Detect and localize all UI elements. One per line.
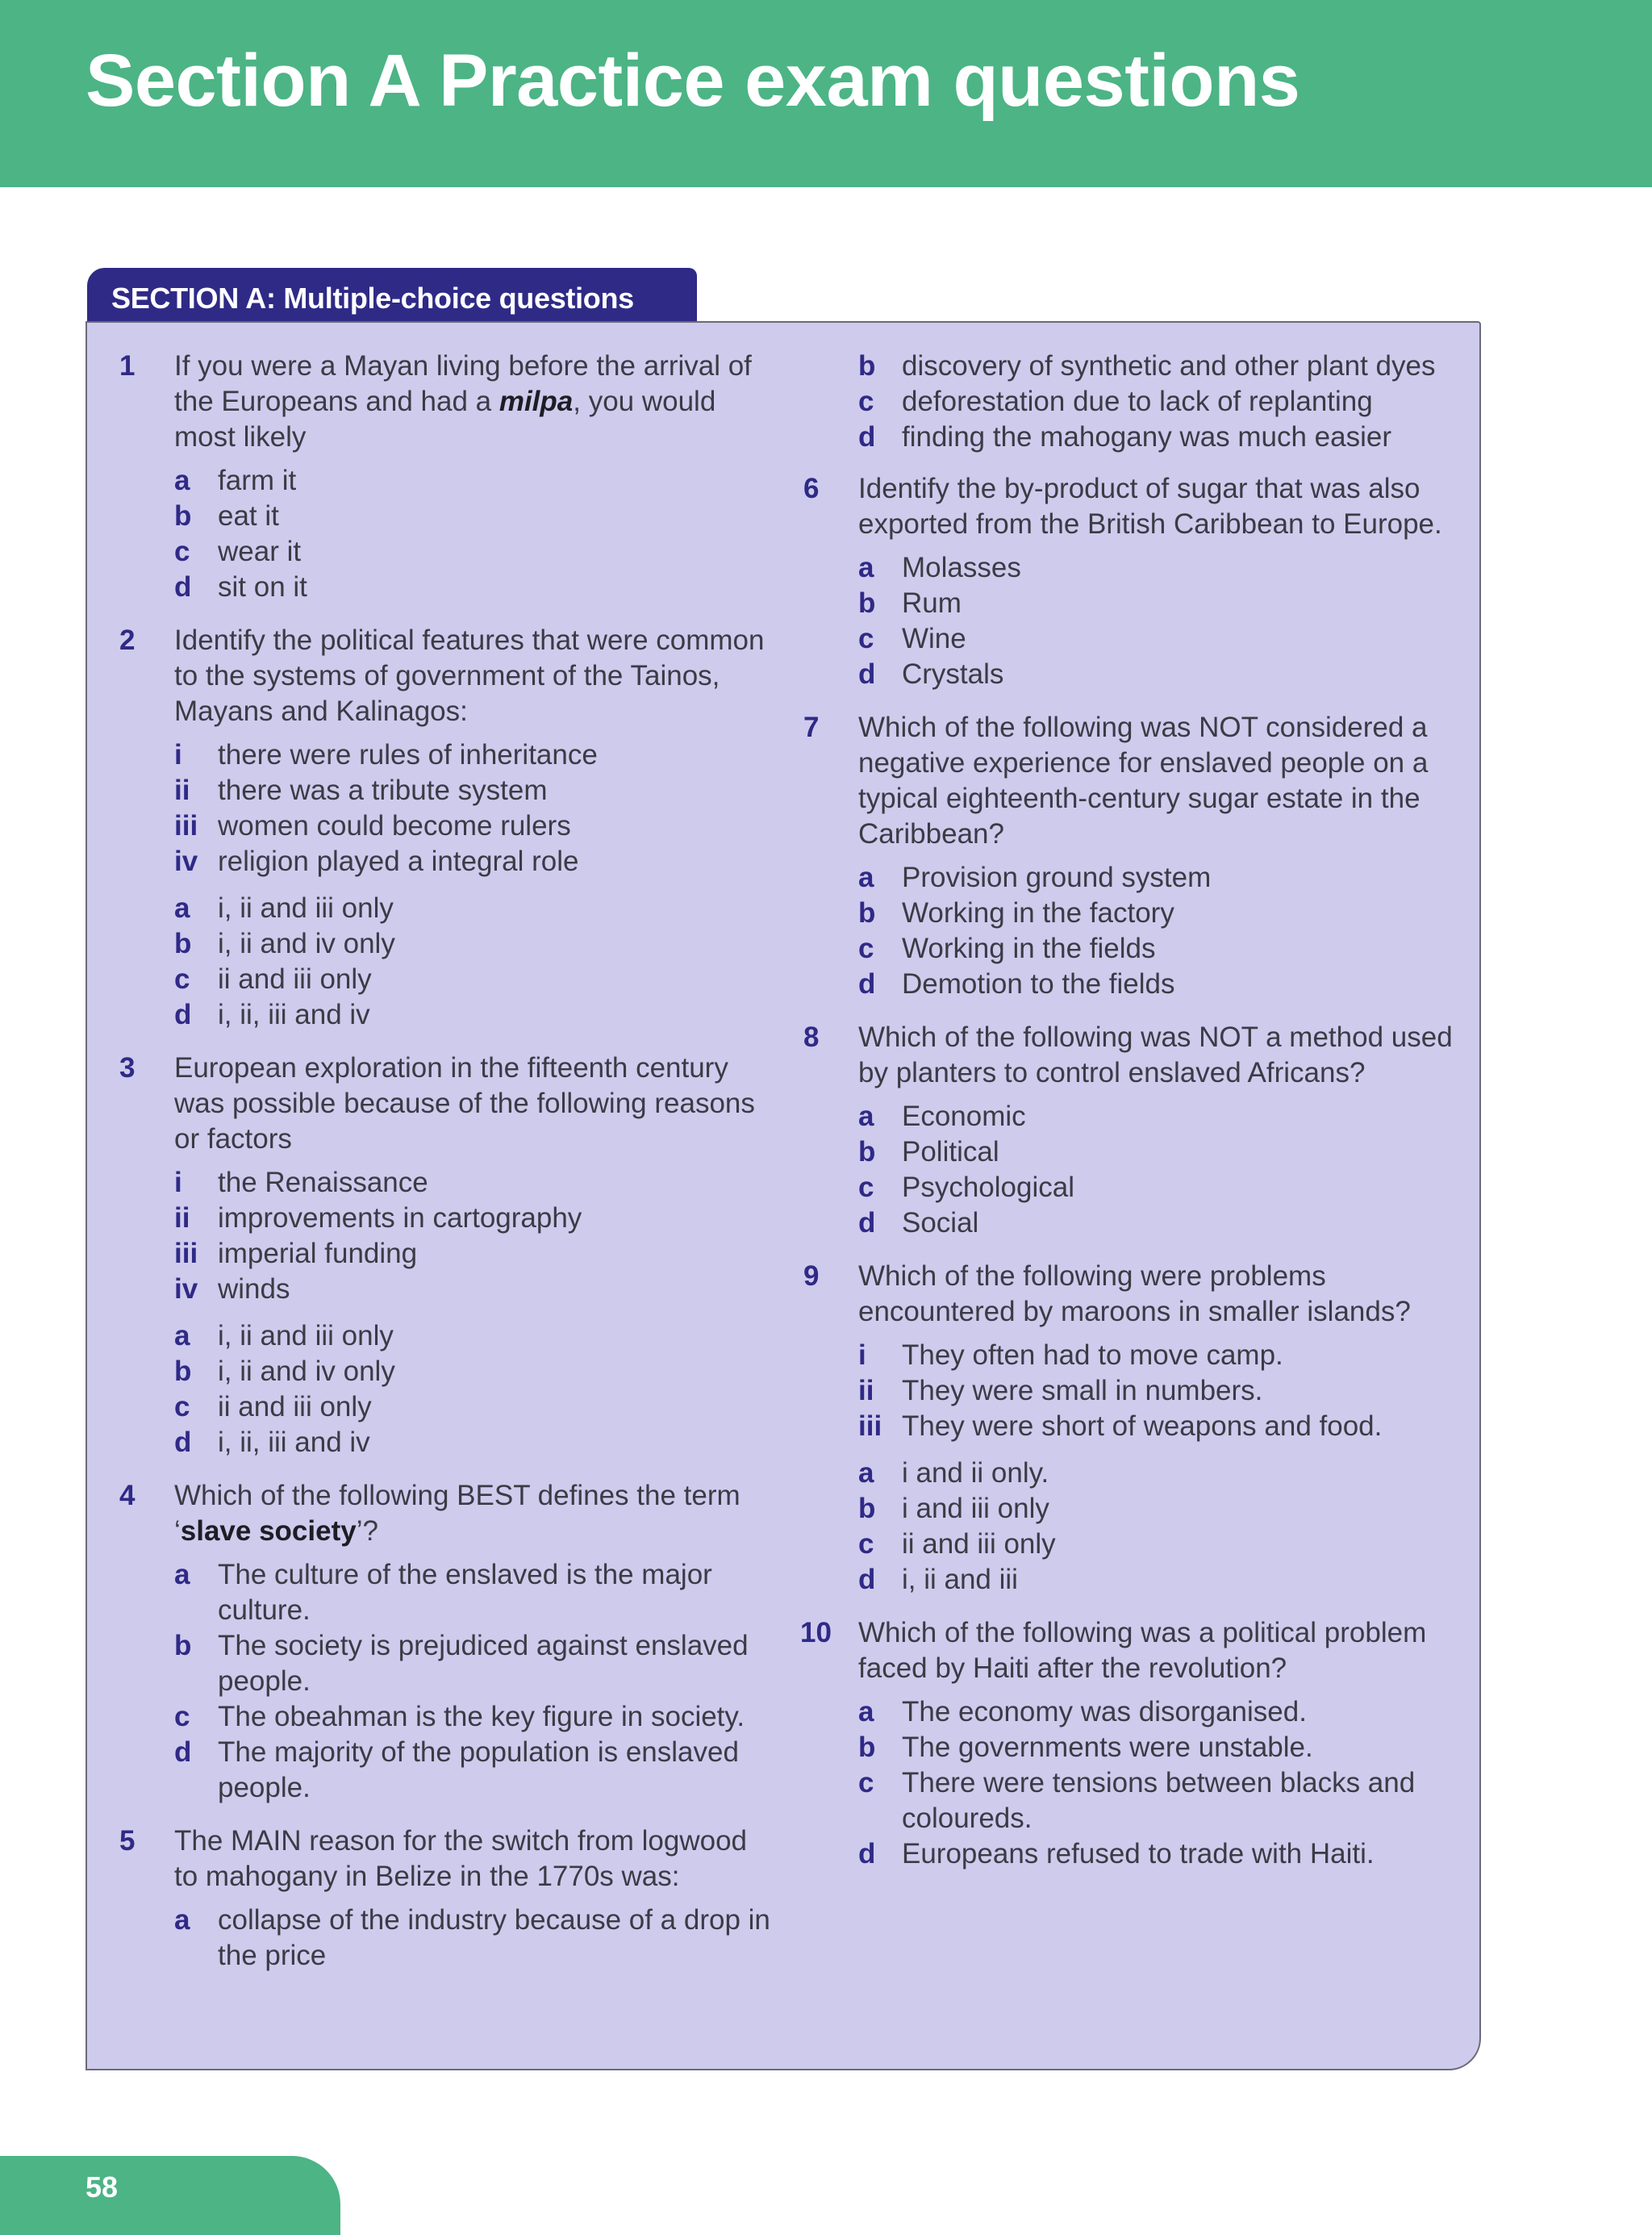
option-text: ii and iii only <box>218 1391 372 1422</box>
option-label: b <box>858 897 876 929</box>
stem-emphasis: milpa <box>499 386 574 417</box>
statement-item <box>174 773 773 808</box>
stem-emphasis: slave society <box>180 1515 357 1547</box>
option-label: b <box>858 1732 876 1763</box>
option-label: d <box>174 1427 192 1458</box>
answer-option[interactable] <box>174 570 773 605</box>
question-4 <box>119 1478 773 1806</box>
answer-options <box>858 349 1455 455</box>
statement-item <box>858 1338 1455 1373</box>
option-text: The majority of the population is enslaved people. <box>218 1736 739 1803</box>
header-band <box>0 0 1652 187</box>
option-text: Molasses <box>902 552 1021 583</box>
question-3 <box>119 1051 773 1460</box>
answer-option[interactable] <box>858 1527 1455 1562</box>
option-label: a <box>858 862 874 893</box>
answer-options <box>174 1318 773 1460</box>
statement-label: ii <box>174 1202 190 1234</box>
option-label: b <box>174 1630 192 1661</box>
answer-options <box>858 1694 1455 1872</box>
statement-text: improvements in cartography <box>218 1202 582 1234</box>
option-label: b <box>174 928 192 959</box>
statement-label: i <box>174 1167 182 1198</box>
option-text: wear it <box>218 536 302 567</box>
option-text: Wine <box>902 623 966 654</box>
statement-text: there were rules of inheritance <box>218 739 598 771</box>
option-text: Psychological <box>902 1172 1074 1203</box>
option-label: a <box>174 1904 190 1936</box>
statement-text: religion played a integral role <box>218 846 579 877</box>
question-number: 1 <box>119 350 136 382</box>
answer-option[interactable] <box>174 534 773 570</box>
answer-options <box>174 463 773 605</box>
question-stem <box>174 1478 773 1549</box>
option-text: i and ii only. <box>902 1457 1049 1489</box>
statement-item <box>858 1373 1455 1409</box>
option-label: d <box>858 1207 876 1239</box>
question-number: 3 <box>119 1052 136 1084</box>
answer-option[interactable] <box>174 962 773 997</box>
option-text: eat it <box>218 500 279 532</box>
answer-option[interactable] <box>858 967 1455 1002</box>
answer-option[interactable] <box>174 1557 773 1628</box>
question-5-continued <box>803 349 1455 455</box>
question-number: 8 <box>803 1021 820 1053</box>
statement-label: iii <box>174 810 198 842</box>
option-label: b <box>174 500 192 532</box>
statement-item <box>174 844 773 879</box>
statement-item <box>858 1409 1455 1444</box>
option-text: Economic <box>902 1101 1026 1132</box>
section-tab <box>87 268 697 324</box>
option-text: The economy was disorganised. <box>902 1696 1307 1727</box>
statement-item <box>174 1165 773 1201</box>
question-number: 9 <box>803 1260 820 1292</box>
option-text: ii and iii only <box>218 963 372 995</box>
answer-option[interactable] <box>858 550 1455 586</box>
option-text: deforestation due to lack of replanting <box>902 386 1373 417</box>
option-text: Crystals <box>902 658 1004 690</box>
stem-text: ’? <box>356 1515 378 1547</box>
statement-item <box>174 1201 773 1236</box>
option-text: finding the mahogany was much easier <box>902 421 1392 453</box>
answer-option[interactable] <box>858 1170 1455 1205</box>
question-8 <box>803 1020 1455 1241</box>
option-text: Working in the fields <box>902 933 1156 964</box>
option-label: d <box>858 658 876 690</box>
question-stem: Identify the political features that were common to the systems of government of the Tainos, Mayans and Kalinagos: <box>174 625 765 727</box>
question-number: 4 <box>119 1480 136 1511</box>
answer-option[interactable] <box>174 891 773 926</box>
option-text: The culture of the enslaved is the major culture. <box>218 1559 712 1626</box>
option-label: c <box>174 536 190 567</box>
option-label: a <box>174 1320 190 1351</box>
question-number: 2 <box>119 625 136 656</box>
option-label: b <box>858 1136 876 1168</box>
option-label: c <box>174 1701 190 1732</box>
option-label: c <box>858 933 874 964</box>
option-label: d <box>174 571 192 603</box>
answer-option[interactable] <box>858 1694 1455 1730</box>
option-label: a <box>858 1696 874 1727</box>
option-text: Provision ground system <box>902 862 1212 893</box>
option-text: ii and iii only <box>902 1528 1056 1560</box>
option-text: The obeahman is the key figure in society. <box>218 1701 745 1732</box>
option-label: b <box>858 1493 876 1524</box>
option-label: d <box>174 999 192 1030</box>
answer-options <box>174 891 773 1033</box>
option-label: c <box>858 623 874 654</box>
answer-option[interactable] <box>174 499 773 534</box>
answer-option[interactable] <box>858 1205 1455 1241</box>
option-text: sit on it <box>218 571 307 603</box>
statement-label: iv <box>174 1273 198 1305</box>
option-text: farm it <box>218 465 297 496</box>
statement-text: women could become rulers <box>218 810 571 842</box>
question-number: 7 <box>803 712 820 743</box>
statement-label: iv <box>174 846 198 877</box>
answer-option[interactable] <box>174 1425 773 1460</box>
question-stem <box>174 349 773 455</box>
question-stem: Which of the following were problems encountered by maroons in smaller islands? <box>858 1260 1411 1327</box>
statement-text: They often had to move camp. <box>902 1339 1283 1371</box>
option-label: d <box>858 1838 876 1869</box>
question-2 <box>119 623 773 1033</box>
statement-label: ii <box>174 775 190 806</box>
question-1 <box>119 349 773 605</box>
option-text: Social <box>902 1207 979 1239</box>
option-text: Working in the factory <box>902 897 1174 929</box>
option-text: i, ii and iv only <box>218 1356 395 1387</box>
footer-tab <box>0 2156 340 2235</box>
answer-options <box>858 1099 1455 1241</box>
right-column <box>800 349 1455 1890</box>
answer-option[interactable] <box>858 1730 1455 1765</box>
answer-option[interactable] <box>174 463 773 499</box>
answer-option[interactable] <box>858 349 1455 384</box>
option-text: There were tensions between blacks and coloureds. <box>902 1767 1416 1834</box>
option-label: b <box>858 587 876 619</box>
statement-item <box>174 808 773 844</box>
answer-option[interactable] <box>858 1456 1455 1491</box>
statement-list <box>174 1165 773 1307</box>
section-label: SECTION A: Multiple-choice questions <box>111 282 634 315</box>
stem-text: , you would most likely <box>174 386 716 453</box>
question-stem: The MAIN reason for the switch from logwood to mahogany in Belize in the 1770s was: <box>174 1825 748 1892</box>
statement-label: iii <box>858 1410 882 1442</box>
option-text: Rum <box>902 587 962 619</box>
option-label: d <box>858 968 876 1000</box>
stem-text: If you were a Mayan living before the arrival of the Europeans and had a <box>174 350 752 417</box>
option-label: c <box>858 386 874 417</box>
answer-option[interactable] <box>174 1903 773 1974</box>
answer-option[interactable] <box>174 1354 773 1389</box>
option-label: c <box>174 1391 190 1422</box>
page-number: 58 <box>86 2170 119 2204</box>
option-label: b <box>858 350 876 382</box>
option-label: b <box>174 1356 192 1387</box>
left-column <box>119 349 773 1991</box>
answer-option[interactable] <box>858 896 1455 931</box>
option-label: a <box>858 552 874 583</box>
answer-options <box>858 1456 1455 1598</box>
option-label: d <box>858 421 876 453</box>
statement-item <box>174 1272 773 1307</box>
option-text: collapse of the industry because of a drop in the price <box>218 1904 770 1971</box>
question-stem: Which of the following was NOT considered a negative experience for enslaved people on a typical eighteenth-century sugar estate in the Caribbean? <box>858 712 1429 850</box>
option-text: i and iii only <box>902 1493 1049 1524</box>
answer-options <box>174 1557 773 1806</box>
answer-option[interactable] <box>174 1699 773 1735</box>
question-10 <box>800 1615 1455 1872</box>
option-label: a <box>858 1457 874 1489</box>
option-label: a <box>174 465 190 496</box>
option-label: c <box>858 1767 874 1798</box>
answer-option[interactable] <box>858 860 1455 896</box>
statement-text: the Renaissance <box>218 1167 428 1198</box>
option-text: i, ii, iii and iv <box>218 1427 370 1458</box>
statement-label: i <box>174 739 182 771</box>
option-text: Europeans refused to trade with Haiti. <box>902 1838 1375 1869</box>
option-label: c <box>858 1528 874 1560</box>
question-6 <box>803 471 1455 692</box>
statement-item <box>174 1236 773 1272</box>
statement-list <box>174 737 773 879</box>
question-stem: Which of the following was a political problem faced by Haiti after the revolution? <box>858 1617 1427 1684</box>
option-text: The governments were unstable. <box>902 1732 1313 1763</box>
question-stem: Identify the by-product of sugar that was also exported from the British Caribbean to Europe. <box>858 473 1442 540</box>
question-9 <box>803 1259 1455 1598</box>
answer-option[interactable] <box>858 420 1455 455</box>
answer-option[interactable] <box>858 1562 1455 1598</box>
question-5 <box>119 1824 773 1974</box>
answer-option[interactable] <box>858 586 1455 621</box>
statement-text: there was a tribute system <box>218 775 548 806</box>
question-stem: Which of the following was NOT a method used by planters to control enslaved Africans? <box>858 1021 1453 1088</box>
statement-text: imperial funding <box>218 1238 418 1269</box>
statement-label: i <box>858 1339 866 1371</box>
option-label: a <box>174 892 190 924</box>
statement-label: ii <box>858 1375 874 1406</box>
answer-option[interactable] <box>174 997 773 1033</box>
answer-option[interactable] <box>174 1389 773 1425</box>
statement-text: winds <box>218 1273 290 1305</box>
option-text: Demotion to the fields <box>902 968 1175 1000</box>
answer-option[interactable] <box>174 1735 773 1806</box>
option-text: The society is prejudiced against enslaved people. <box>218 1630 749 1697</box>
option-text: Political <box>902 1136 999 1168</box>
stem-text: Which of the following BEST defines the term ‘ <box>174 1480 740 1547</box>
answer-option[interactable] <box>174 1318 773 1354</box>
answer-option[interactable] <box>858 1765 1455 1836</box>
statement-item <box>174 737 773 773</box>
answer-options <box>858 860 1455 1002</box>
option-label: d <box>858 1564 876 1595</box>
question-number: 6 <box>803 473 820 504</box>
question-7 <box>803 710 1455 1002</box>
answer-option[interactable] <box>858 1836 1455 1872</box>
answer-option[interactable] <box>858 1491 1455 1527</box>
answer-option[interactable] <box>858 1134 1455 1170</box>
answer-options <box>858 550 1455 692</box>
answer-option[interactable] <box>174 1628 773 1699</box>
option-text: i, ii and iii only <box>218 892 394 924</box>
question-number: 10 <box>800 1617 832 1648</box>
answer-option[interactable] <box>858 621 1455 657</box>
question-number: 5 <box>119 1825 136 1857</box>
option-label: a <box>174 1559 190 1590</box>
answer-option[interactable] <box>858 384 1455 420</box>
statement-text: They were short of weapons and food. <box>902 1410 1383 1442</box>
answer-option[interactable] <box>174 926 773 962</box>
option-text: i, ii and iii <box>902 1564 1018 1595</box>
option-label: a <box>858 1101 874 1132</box>
question-stem: European exploration in the fifteenth century was possible because of the following reasons or factors <box>174 1052 755 1155</box>
option-label: d <box>174 1736 192 1768</box>
option-text: i, ii and iv only <box>218 928 395 959</box>
page-title: Section A Practice exam questions <box>86 40 1300 122</box>
option-text: i, ii and iii only <box>218 1320 394 1351</box>
answer-options <box>174 1903 773 1974</box>
answer-option[interactable] <box>858 931 1455 967</box>
option-text: discovery of synthetic and other plant dyes <box>902 350 1436 382</box>
option-label: c <box>858 1172 874 1203</box>
answer-option[interactable] <box>858 657 1455 692</box>
statement-list <box>858 1338 1455 1444</box>
answer-option[interactable] <box>858 1099 1455 1134</box>
statement-text: They were small in numbers. <box>902 1375 1263 1406</box>
option-text: i, ii, iii and iv <box>218 999 370 1030</box>
statement-label: iii <box>174 1238 198 1269</box>
option-label: c <box>174 963 190 995</box>
